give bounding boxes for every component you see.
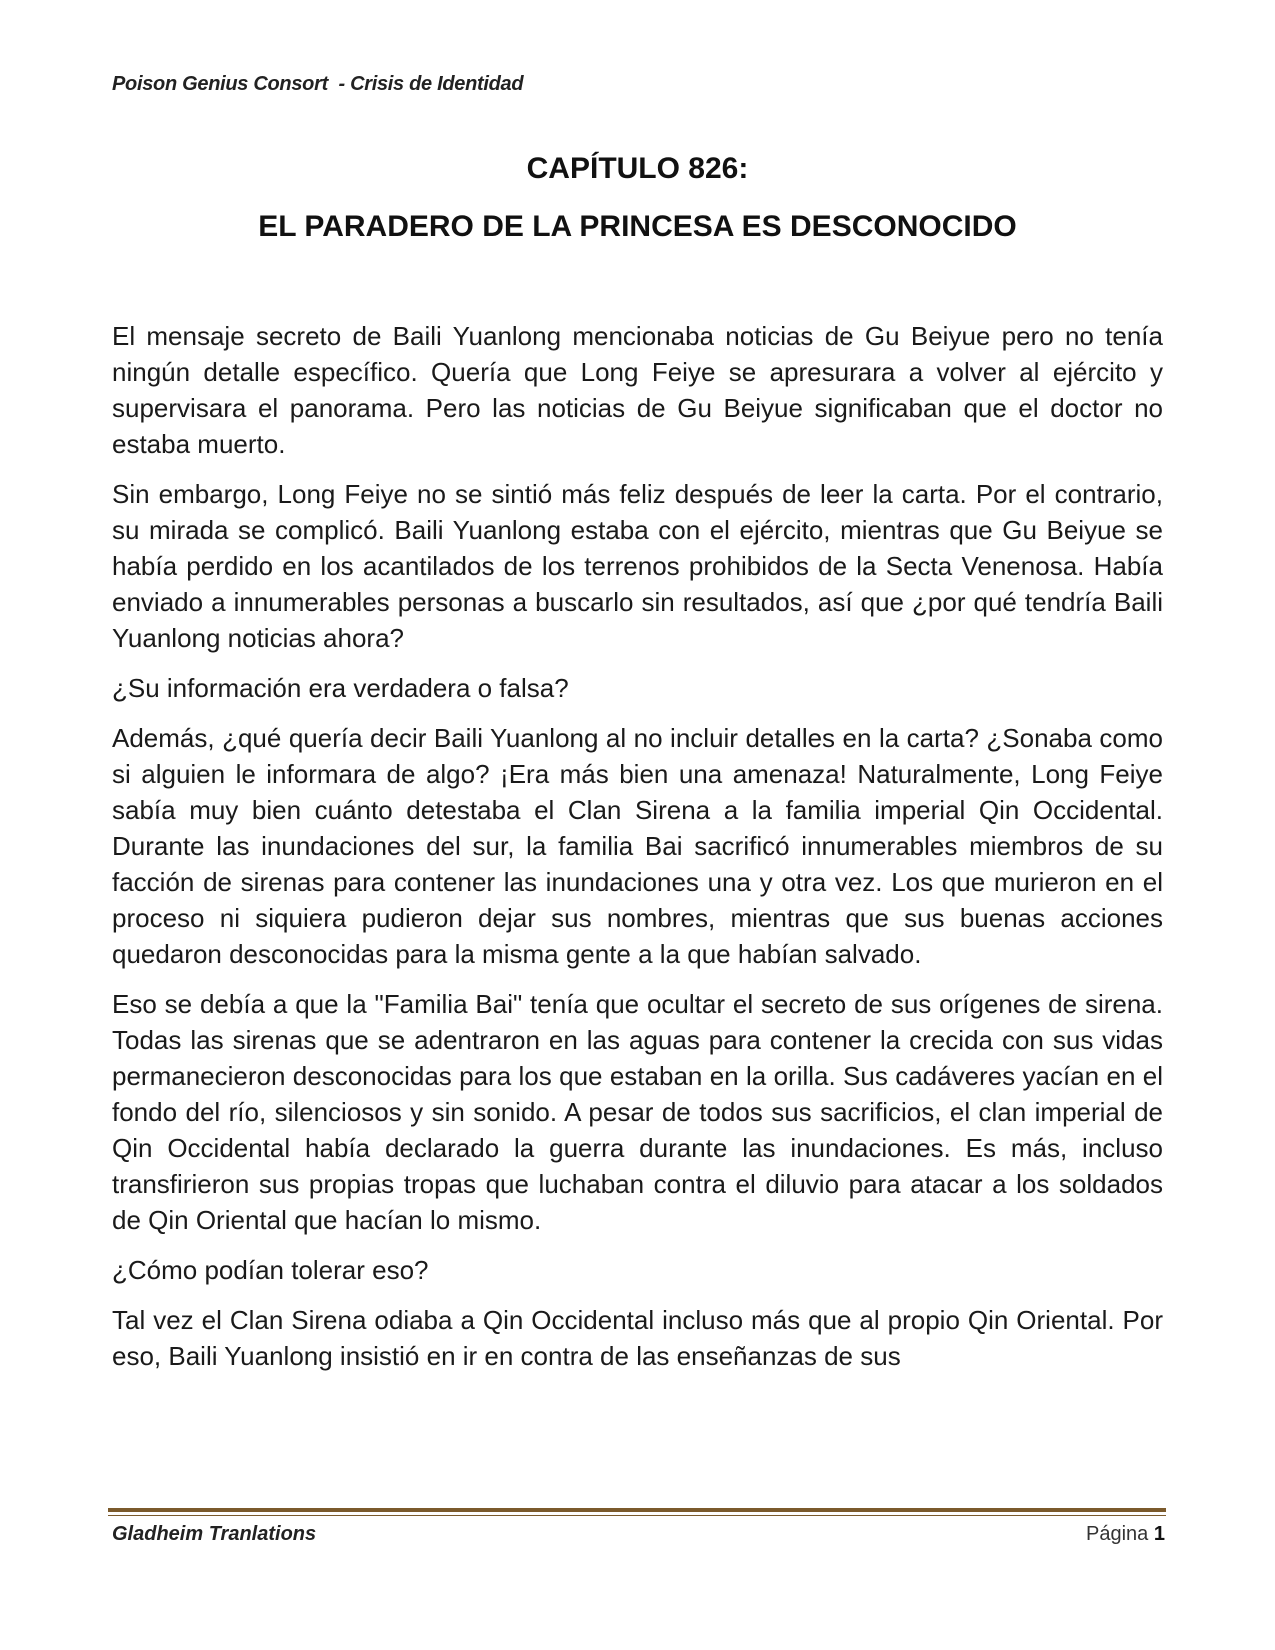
footer-page	[1086, 1523, 1165, 1546]
paragraph: Además, ¿qué quería decir Baili Yuanlong al no incluir detalles en la carta? ¿Sonaba como si alguien le informara de algo? ¡Era más bien una amenaza! Naturalmente, Long Feiye sabía muy bien cuánto detestaba el Clan Sirena a la familia imperial Qin Occidental. Durante las inundaciones del sur, la familia Bai sacrificó innumerables miembros de su facción de sirenas para contener las inundaciones una y otra vez. Los que murieron en el proceso ni siquiera pudieron dejar sus nombres, mientras que sus buenas acciones quedaron desconocidas para la misma gente a la que habían salvado.	[112, 723, 1163, 969]
paragraph: ¿Cómo podían tolerar eso?	[112, 1255, 429, 1285]
paragraph: Sin embargo, Long Feiye no se sintió más feliz después de leer la carta. Por el contrario, su mirada se complicó. Baili Yuanlong estaba con el ejército, mientras que Gu Beiyue se había perdido en los acantilados de los terrenos prohibidos de la Secta Venenosa. Había enviado a innumerables personas a buscarlo sin resultados, así que ¿por qué tendría Baili Yuanlong noticias ahora?	[112, 479, 1163, 653]
running-header: Poison Genius Consort - Crisis de Identidad	[112, 73, 524, 95]
paragraph: El mensaje secreto de Baili Yuanlong mencionaba noticias de Gu Beiyue pero no tenía ningún detalle específico. Quería que Long Feiye se apresurara a volver al ejército y supervisara el panorama. Pero las noticias de Gu Beiyue significaban que el doctor no estaba muerto.	[112, 321, 1163, 459]
footer-rule-thin	[108, 1515, 1166, 1516]
footer-rule-thick	[108, 1508, 1166, 1512]
paragraph: ¿Su información era verdadera o falsa?	[112, 673, 569, 703]
paragraph: Tal vez el Clan Sirena odiaba a Qin Occidental incluso más que al propio Qin Oriental. Por eso, Baili Yuanlong insistió en ir en contra de las enseñanzas de sus	[112, 1305, 1163, 1371]
chapter-number: CAPÍTULO 826:	[526, 152, 749, 185]
footer-translator: Gladheim Tranlations	[112, 1523, 317, 1545]
chapter-body	[112, 318, 1163, 1388]
page-label: Página	[1086, 1523, 1149, 1545]
paragraph: Eso se debía a que la "Familia Bai" tenía que ocultar el secreto de sus orígenes de sirena. Todas las sirenas que se adentraron en las aguas para contener la crecida con sus vidas permanecieron desconocidas para los que estaban en la orilla. Sus cadáveres yacían en el fondo del río, silenciosos y sin sonido. A pesar de todos sus sacrificios, el clan imperial de Qin Occidental había declarado la guerra durante las inundaciones. Es más, incluso transfirieron sus propias tropas que luchaban contra el diluvio para atacar a los soldados de Qin Oriental que hacían lo mismo.	[112, 989, 1163, 1235]
page-number: 1	[1153, 1523, 1165, 1545]
chapter-title: EL PARADERO DE LA PRINCESA ES DESCONOCIDO	[258, 210, 1017, 243]
